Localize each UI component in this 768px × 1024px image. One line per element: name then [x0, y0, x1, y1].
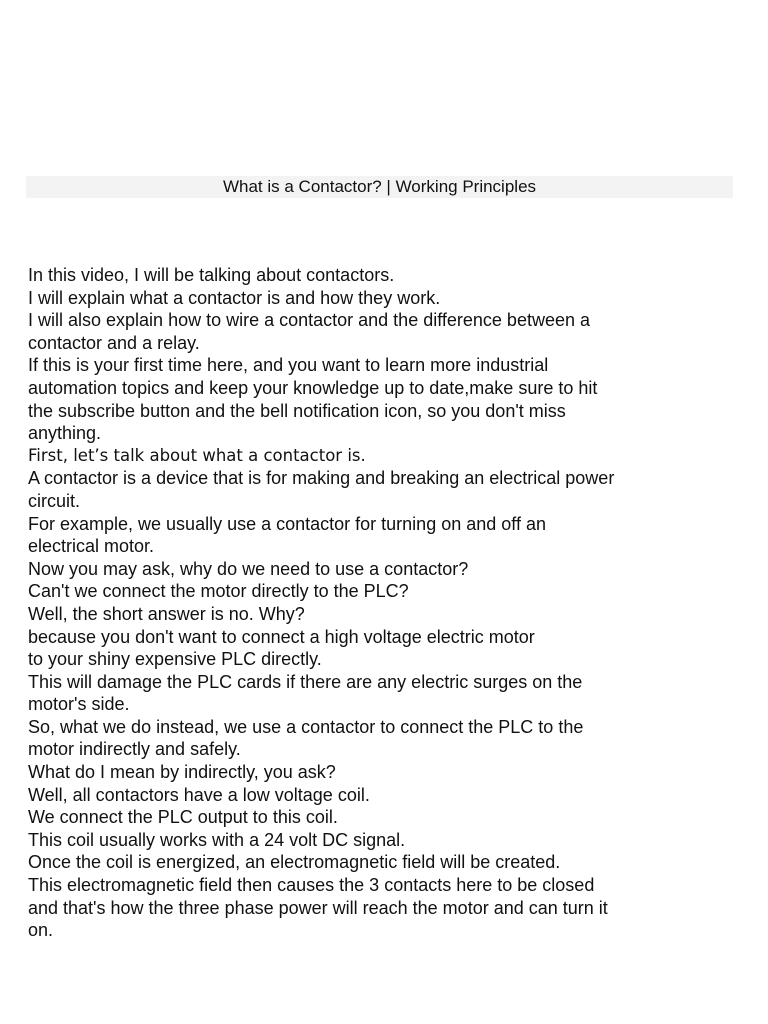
- text-line: What do I mean by indirectly, you ask?: [28, 762, 336, 783]
- text-line: the subscribe button and the bell notification icon, so you don't miss: [28, 400, 566, 421]
- text-line: and that's how the three phase power will reach the motor and can turn it: [28, 897, 608, 918]
- text-line: motor's side.: [28, 694, 130, 715]
- text-line: A contactor is a device that is for making and breaking an electrical power: [28, 468, 615, 489]
- text-line: So, what we do instead, we use a contactor to connect the PLC to the: [28, 716, 584, 737]
- text-line: motor indirectly and safely.: [28, 739, 241, 760]
- text-line: circuit.: [28, 490, 81, 511]
- text-line: contactor and a relay.: [28, 332, 200, 353]
- text-line: This coil usually works with a 24 volt DC signal.: [28, 829, 406, 850]
- text-line: to your shiny expensive PLC directly.: [28, 649, 322, 670]
- text-line: First, let’s talk about what a contactor is.: [28, 445, 366, 465]
- text-line: This electromagnetic field then causes the 3 contacts here to be closed: [28, 875, 595, 896]
- text-line: Well, all contactors have a low voltage coil.: [28, 784, 370, 805]
- text-line: electrical motor.: [28, 536, 155, 557]
- text-line: on.: [28, 920, 54, 941]
- text-line: Now you may ask, why do we need to use a contactor?: [28, 558, 469, 579]
- text-line: This will damage the PLC cards if there are any electric surges on the: [28, 671, 583, 692]
- text-line: For example, we usually use a contactor for turning on and off an: [28, 513, 546, 534]
- text-line: Can't we connect the motor directly to the PLC?: [28, 581, 409, 602]
- text-line: Once the coil is energized, an electromagnetic field will be created.: [28, 852, 561, 873]
- text-line: anything.: [28, 423, 102, 444]
- document-title: What is a Contactor? | Working Principles: [26, 176, 733, 198]
- document-body: [28, 264, 740, 942]
- text-line: I will explain what a contactor is and how they work.: [28, 287, 441, 308]
- text-line: If this is your first time here, and you want to learn more industrial: [28, 355, 549, 376]
- text-line: automation topics and keep your knowledge up to date,make sure to hit: [28, 377, 598, 398]
- text-line: We connect the PLC output to this coil.: [28, 807, 338, 828]
- text-line: In this video, I will be talking about contactors.: [28, 265, 395, 285]
- text-line: because you don't want to connect a high voltage electric motor: [28, 626, 535, 647]
- text-line: I will also explain how to wire a contactor and the difference between a: [28, 310, 590, 331]
- text-line: Well, the short answer is no. Why?: [28, 603, 305, 624]
